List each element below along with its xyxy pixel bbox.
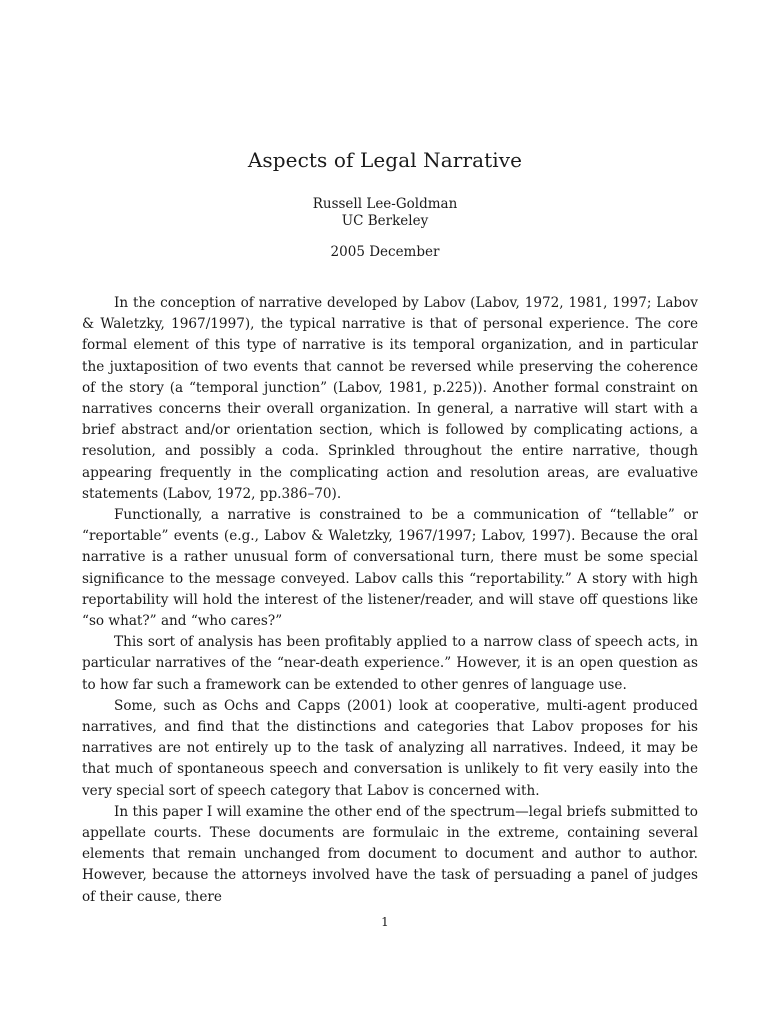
author-affiliation: UC Berkeley — [341, 213, 429, 229]
author-name: Russell Lee-Goldman — [312, 196, 458, 212]
paragraph-1: In the conception of narrative developed by Labov (Labov, 1972, 1981, 1997; Labov & Waletzky, 1967/1997), the typical narrative is that of personal experience. The core formal element of this type of narrative is its temporal organization, and in particular the juxtaposition of two events that cannot be reversed while preserving the coherence of the story (a “temporal junction” (Labov, 1981, p.225)). Another formal constraint on narratives concerns their overall organization. In general, a narrative will start with a brief abstract and/or orientation section, which is followed by complicating actions, a resolution, and possibly a coda. Sprinkled throughout the entire narrative, though appearing frequently in the complicating action and resolution areas, are evaluative statements (Labov, 1972, pp.386–70). — [82, 295, 698, 502]
paragraph-4: Some, such as Ochs and Capps (2001) look at cooperative, multi-agent produced narratives, and find that the distinctions and categories that Labov proposes for his narratives are not entirely up to the task of analyzing all narratives. Indeed, it may be that much of spontaneous speech and conversation is unlikely to fit very easily into the very special sort of speech category that Labov is concerned with. — [82, 697, 698, 799]
paper-title: Aspects of Legal Narrative — [247, 148, 523, 172]
paper-date: 2005 December — [330, 244, 440, 260]
paragraph-5: In this paper I will examine the other end of the spectrum—legal briefs submitted to appellate courts. These documents are formulaic in the extreme, containing several elements that remain unchanged from document to document and author to author. However, because the attorneys involved have the task of persuading a panel of judges of their cause, there — [82, 803, 698, 905]
author-block — [0, 196, 770, 230]
page-number: 1 — [381, 915, 389, 929]
paragraph-2: Functionally, a narrative is constrained to be a communication of “tellable” or “reportable” events (e.g., Labov & Waletzky, 1967/1997; Labov, 1997). Because the oral narrative is a rather unusual form of conversational turn, there must be some special significance to the message conveyed. Labov calls this “reportability.” A story with high reportability will hold the interest of the listener/reader, and will stave off questions like “so what?” and “who cares?” — [82, 507, 698, 630]
paper-body — [82, 293, 698, 908]
paragraph-3: This sort of analysis has been profitably applied to a narrow class of speech acts, in particular narratives of the “near-death experience.” However, it is an open question as to how far such a framework can be extended to other genres of language use. — [82, 634, 698, 693]
